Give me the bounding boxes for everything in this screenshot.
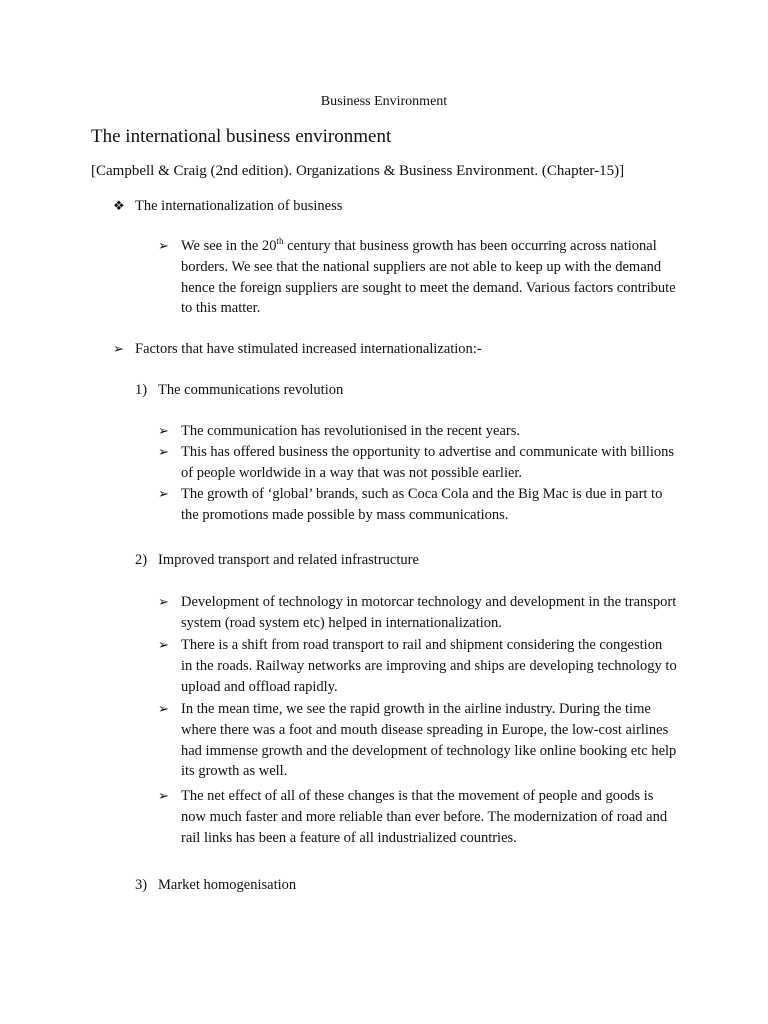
arrow-bullet-icon: ➢ — [158, 594, 169, 609]
reference-citation: [Campbell & Craig (2nd edition). Organizations & Business Environment. (Chapter-15)] — [91, 163, 625, 179]
arrow-bullet-icon: ➢ — [158, 788, 169, 803]
list-number: 3) — [135, 877, 148, 893]
factor-title-market-homogenisation: Market homogenisation — [158, 877, 297, 893]
bullet-motorcar-technology: Development of technology in motorcar technology and development in the transport system (road system etc) helped in internationalization. — [181, 594, 677, 631]
arrow-bullet-icon: ➢ — [158, 637, 169, 652]
bullet-20th-century: We see in the 20th century that business growth has been occurring across national borders. We see that the national suppliers are not able to keep up with the demand hence the foreign suppliers are sought to meet the demand. Various factors contribute to this matter. — [181, 236, 676, 317]
arrow-bullet-icon: ➢ — [158, 423, 169, 438]
factors-heading: Factors that have stimulated increased internationalization:- — [135, 341, 482, 357]
arrow-bullet-icon: ➢ — [158, 701, 169, 716]
bullet-net-effect: The net effect of all of these changes is that the movement of people and goods is now much faster and more reliable than ever before. The modernization of road and rail links has been a feature of all industrialized countries. — [181, 788, 668, 846]
factor-title-transport: Improved transport and related infrastructure — [158, 552, 419, 568]
list-number: 1) — [135, 382, 148, 398]
arrow-bullet-icon: ➢ — [158, 486, 169, 501]
document-header: Business Environment — [320, 94, 448, 109]
arrow-bullet-icon: ➢ — [113, 341, 124, 356]
bullet-road-to-rail: There is a shift from road transport to rail and shipment considering the congestion in the roads. Railway networks are improving and ships are developing technology to upload and offload rapidly. — [181, 637, 677, 695]
bullet-global-brands: The growth of ‘global’ brands, such as Coca Cola and the Big Mac is due in part to the promotions made possible by mass communications. — [181, 486, 663, 523]
page-title: The international business environment — [91, 126, 392, 147]
section-heading-internationalization: The internationalization of business — [135, 198, 343, 214]
list-number: 2) — [135, 552, 148, 568]
bullet-airline-industry: In the mean time, we see the rapid growth in the airline industry. During the time where there was a foot and mouth disease spreading in Europe, the low-cost airlines had immense growth and the development of technology like online booking etc help its growth as well. — [181, 701, 677, 780]
bullet-advertise-communicate: This has offered business the opportunity to advertise and communicate with billions of people worldwide in a way that was not possible earlier. — [181, 444, 675, 481]
bullet-communication-revolutionised: The communication has revolutionised in the recent years. — [181, 423, 521, 439]
arrow-bullet-icon: ➢ — [158, 238, 169, 253]
arrow-bullet-icon: ➢ — [158, 444, 169, 459]
factor-title-communications: The communications revolution — [158, 382, 344, 398]
diamond-bullet-icon: ❖ — [113, 198, 125, 213]
